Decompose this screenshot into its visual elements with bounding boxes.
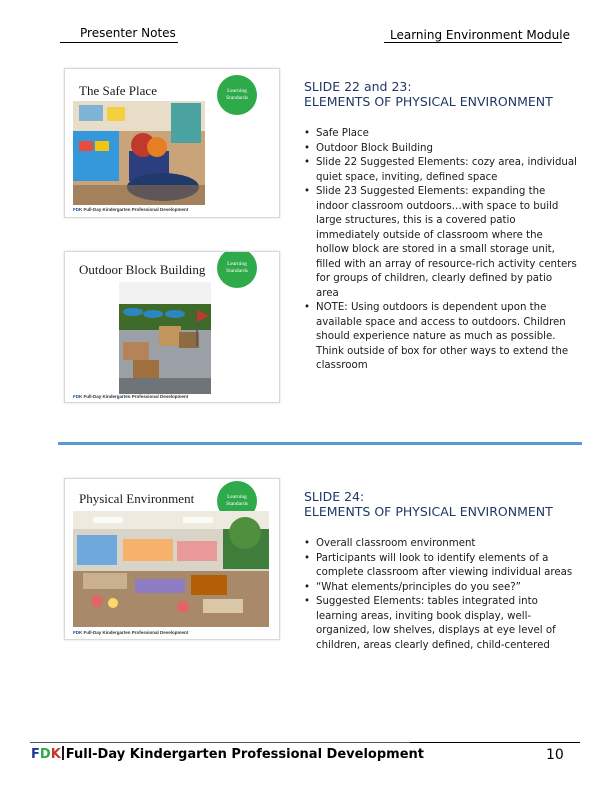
- list-item: • “What elements/principles do you see?”: [304, 581, 578, 596]
- slide-footer-brand: FDK: [73, 207, 83, 212]
- notes-bullets-slide-24: [304, 537, 578, 653]
- slide-footer: [73, 394, 188, 399]
- learning-standards-badge: Learning Standards: [217, 251, 257, 288]
- outdoor-photo: [119, 282, 211, 394]
- notes-bullets-slides-22-23: [304, 127, 578, 374]
- classroom-photo: [73, 511, 269, 627]
- classroom-photo: [73, 101, 205, 205]
- list-item: • Outdoor Block Building: [304, 142, 578, 157]
- slide-footer-brand: FDK: [73, 394, 83, 399]
- slide-thumbnail-safe-place: [64, 68, 280, 218]
- slide-footer: [73, 207, 188, 212]
- list-item: • NOTE: Using outdoors is dependent upon the available space and access to outdoors. Children should experience nature as much as possible. Think outside of box for other ways to extend the classroom: [304, 301, 578, 374]
- notes-title-line2: ELEMENTS OF PHYSICAL ENVIRONMENT: [304, 504, 553, 519]
- footer-text: Full-Day Kindergarten Professional Development: [65, 747, 424, 762]
- notes-title-line1: SLIDE 24:: [304, 489, 365, 504]
- outdoor-block-photo-icon: [119, 282, 211, 394]
- slide-footer-text: Full-Day Kindergarten Professional Development: [83, 207, 189, 212]
- section-divider: [58, 442, 582, 445]
- page-number: 10: [546, 747, 564, 763]
- slide-footer-text: Full-Day Kindergarten Professional Development: [83, 394, 189, 399]
- list-item: • Slide 22 Suggested Elements: cozy area, individual quiet space, inviting, defined space: [304, 156, 578, 185]
- slide-footer-text: Full-Day Kindergarten Professional Development: [83, 630, 189, 635]
- learning-standards-badge: Learning Standards: [217, 75, 257, 115]
- list-item: • Overall classroom environment: [304, 537, 578, 552]
- footer-brand-divider: [62, 746, 64, 760]
- footer-rule-left: [30, 742, 410, 743]
- list-item: • Slide 23 Suggested Elements: expanding the indoor classroom outdoors…with space to build large structures, this is a covered patio immediately outside of classroom where the hollow block are stored in a small storage unit, filled with an array of resource-rich activity centers for groups of children, clearly defined by patio area: [304, 185, 578, 301]
- learning-standards-badge: Learning Standards: [217, 481, 257, 521]
- footer-brand-d: D: [39, 747, 51, 762]
- slide-thumbnail-physical-environment: [64, 478, 280, 640]
- footer-brand-f: F: [31, 747, 40, 762]
- slide-title: Physical Environment: [79, 491, 195, 506]
- footer-logo: [31, 746, 424, 762]
- slide-footer: [73, 630, 188, 635]
- footer-brand-k: K: [50, 747, 61, 762]
- footer-rule-right: [410, 742, 580, 743]
- header-rule-left: [60, 42, 178, 43]
- header-left: Presenter Notes: [80, 26, 176, 40]
- header-right: Learning Environment Module: [390, 28, 570, 42]
- slide-title: The Safe Place: [79, 83, 157, 98]
- physical-environment-photo-icon: [73, 511, 269, 627]
- notes-title-line2: ELEMENTS OF PHYSICAL ENVIRONMENT: [304, 94, 553, 109]
- notes-title-line1: SLIDE 22 and 23:: [304, 79, 412, 94]
- header-rule-right: [384, 42, 562, 43]
- list-item: • Suggested Elements: tables integrated into learning areas, inviting book display, well-organized, low shelves, displays at eye level of children, areas clearly defined, child-centered: [304, 595, 578, 653]
- safe-place-photo-icon: [73, 101, 205, 205]
- slide-title: Outdoor Block Building: [79, 262, 206, 277]
- notes-title-slides-22-23: [304, 79, 553, 109]
- slide-thumbnail-outdoor-block-building: [64, 251, 280, 403]
- list-item: • Participants will look to identify elements of a complete classroom after viewing individual areas: [304, 552, 578, 581]
- list-item: • Safe Place: [304, 127, 578, 142]
- notes-title-slide-24: [304, 489, 553, 519]
- slide-footer-brand: FDK: [73, 630, 83, 635]
